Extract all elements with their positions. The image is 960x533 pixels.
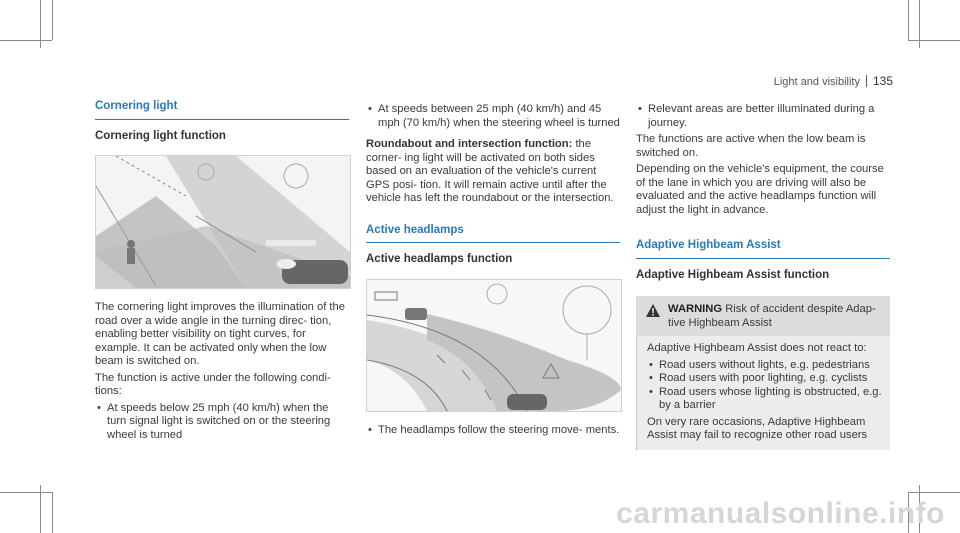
column-2 [366,103,620,440]
crop-mark [0,492,52,493]
header-divider [866,75,867,87]
warning-box [636,296,890,450]
crop-mark [0,40,52,41]
warning-text: Risk of accident despite Adap- tive Highbeam Assist [668,303,876,329]
paragraph: The functions are active when the low beam is switched on. [636,133,866,159]
list-item: • Road users whose lighting is obstructed, e.g. by a barrier [647,386,882,413]
cornering-light-illustration [95,155,351,289]
section-title: Adaptive Highbeam Assist [636,239,890,259]
warning-label: WARNING [668,303,723,315]
paragraph [366,138,620,206]
active-headlamps-illustration [366,279,622,412]
list-item: • At speeds below 25 mph (40 km/h) when the turn signal light is switched on or the steering wheel is turned [95,402,349,443]
runin-text: the corner- ing light will be activated on both sides based on an evaluation of the vehicle's current GPS posi- tion. It will remain active until after the vehicle has left the roundabout or the intersection. [366,138,614,204]
bullet-list [95,402,349,443]
page-number: 135 [872,74,893,88]
crop-mark [52,492,53,533]
list-item: • The headlamps follow the steering move- ments. [366,424,620,438]
warning-message [668,303,882,330]
column-1 [95,100,349,445]
subsection-title: Cornering light function [95,129,226,142]
section-title: Active headlamps [366,224,620,244]
runin-heading: Roundabout and intersection function: [366,138,573,150]
paragraph: Adaptive Highbeam Assist does not react to: [647,342,867,354]
list-item: • Relevant areas are better illuminated during a journey. [636,103,890,130]
paragraph: The function is active under the following condi- tions: [95,371,331,397]
warning-header [636,296,890,336]
crop-mark [52,0,53,40]
watermark: carmanualsonline.info [616,497,945,530]
section-title: Cornering light [95,100,349,120]
header-section: Light and visibility [773,76,860,88]
running-header [774,74,893,88]
crop-mark [908,0,909,40]
bullet-list [366,103,620,130]
bullet-list [636,103,890,130]
paragraph: Depending on the vehicle's equipment, the course of the lane in which you are driving will also be evaluated and the active headlamps function will adjust the light in advance. [636,163,884,216]
paragraph: On very rare occasions, Adaptive Highbeam Assist may fail to recognize other road users [647,415,868,441]
subsection-title: Active headlamps function [366,253,513,265]
column-3 [636,103,890,450]
crop-mark [908,40,960,41]
list-item: • At speeds between 25 mph (40 km/h) and 45 mph (70 km/h) when the steering wheel is turned [366,103,620,130]
bullet-list [647,359,882,413]
paragraph: The cornering light improves the illumination of the road over a wide angle in the turning direc- tion, enabling better visibility on tight curves, for example. It can be activated only when the low beam is switched on. [95,301,345,367]
list-item: • Road users without lights, e.g. pedestrians [647,359,882,373]
warning-body [636,336,890,450]
subsection-title: Adaptive Highbeam Assist function [636,268,830,281]
list-item: • Road users with poor lighting, e.g. cyclists [647,372,882,386]
crop-mark [908,492,960,493]
bullet-list [366,424,620,438]
warning-triangle-icon [646,304,660,317]
